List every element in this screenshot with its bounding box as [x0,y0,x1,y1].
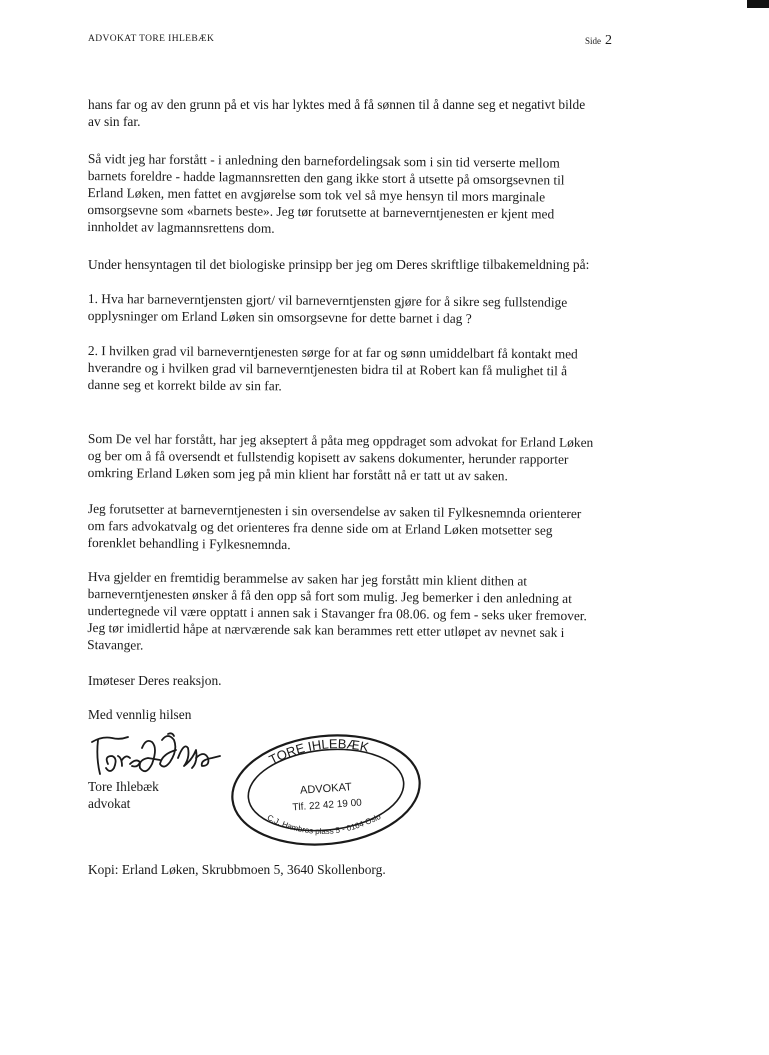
text-line: Jeg forutsetter at barneverntjenesten i sin oversendelse av saken til Fylkesnemnda orienterer [87,500,582,522]
page-number-value: 2 [605,33,613,48]
text-line: Som De vel har forstått, har jeg akseptert å påta meg oppdraget som advokat for Erland Løken [87,430,594,450]
letterhead-firm: ADVOKAT TORE IHLEBÆK [88,34,215,44]
svg-text:TORE IHLEBÆK [267,736,371,767]
text-line: omkring Erland Løken som jeg på min klient har forstått nå er tatt ut av saken. [87,464,508,484]
text-line: undertegnede vil være opptatt i annen sak i Stavanger fra 08.06. og fem - seks uker fremover. [87,602,587,624]
text-line: av sin far. [88,114,141,129]
text-line: forenklet behandling i Fylkesnemnda. [87,534,291,553]
question-2 [88,342,648,397]
text-line: hverandre og i hvilken grad vil barneverntjenesten bidra til at Robert kan få mulighet til å [87,359,568,379]
copy-recipient: Kopi: Erland Løken, Skrubbmoen 5, 3640 Skollenborg. [88,862,386,877]
closing-salutation [88,706,648,723]
text-line: barnets foreldre - hadde lagmannsretten den gang ikke stort å utsette på omsorgsevnen til [87,167,565,188]
text-line: opplysninger om Erland Løken sin omsorgsevne for dette barnet i dag ? [87,307,472,327]
signatory-title: advokat [88,796,131,811]
text-line: 2. I hvilken grad vil barneverntjenesten sørge for at far og sønn umiddelbart få kontakt med [87,342,578,362]
text-line: Hva gjelder en fremtidig berammelse av saken har jeg forstått min klient dithen at [87,568,528,589]
text-line: Så vidt jeg har forstått - i anledning den barnefordelingsak som i sin tid verserte mellom [87,150,560,171]
text-line: Med vennlig hilsen [88,707,192,722]
text-line: hans far og av den grunn på et vis har lyktes med å få sønnen til å danne seg et negativt bilde [88,97,586,112]
text-line: 1. Hva har barneverntjensten gjort/ vil barneverntjensten gjøre for å sikre seg fullstendige [87,290,568,310]
signatory [88,778,159,812]
law-office-stamp [226,730,426,850]
stamp-top-text: TORE IHLEBÆK [266,736,371,768]
paragraph-awaiting-reply [88,672,648,689]
scan-edge-mark [747,0,769,8]
text-line: barneverntjenesten ønsker å få den opp så fort som mulig. Jeg bemerker i den anledning at [87,585,572,607]
text-line: og ber om å få oversendt et fullstendig kopisett av sakens dokumenter, herunder rapporter [87,447,569,467]
paragraph-continuation [88,96,648,130]
text-line: Jeg tør imidlertid håpe at nærværende sak kan berammes rett etter utløpet av nevnet sak i [87,619,565,640]
text-line: Erland Løken, men fattet en avgjørelse som tok vel så mye hensyn til mors marginale [87,184,546,205]
paragraph-custody-case [87,150,648,240]
stamp-bottom-text: C.J. Hambros plass 5 - 0164 Oslo [265,811,383,836]
text-line: Imøteser Deres reaksjon. [88,673,222,688]
paragraph-request [88,256,648,273]
paragraph-scheduling [87,568,648,659]
text-line: Stavanger. [87,636,144,653]
text-line: danne seg et korrekt bilde av sin far. [87,376,282,394]
text-line: Under hensyntagen til det biologiske prinsipp ber jeg om Deres skriftlige tilbakemeldning på: [88,257,590,272]
text-line: innholdet av lagmannsrettens dom. [87,218,275,236]
signatory-name: Tore Ihlebæk [88,779,159,794]
svg-text:C.J. Hambros plass 5 - 0164 Os [266,812,383,836]
text-line: omsorgsevne som «barnets beste». Jeg tør forutsette at barneverntjenesten er kjent med [87,201,555,222]
paragraph-county-board [87,500,648,557]
stamp-phone-text: Tlf. 22 42 19 00 [292,797,363,814]
text-line: om fars advokatvalg og det orienteres fra denne side om at Erland Løken motsetter seg [87,517,553,538]
stamp-middle-text: ADVOKAT [299,781,353,797]
question-1 [88,290,648,328]
paragraph-assignment [88,430,648,485]
page-number [585,33,612,49]
page-label: Side [585,36,602,46]
